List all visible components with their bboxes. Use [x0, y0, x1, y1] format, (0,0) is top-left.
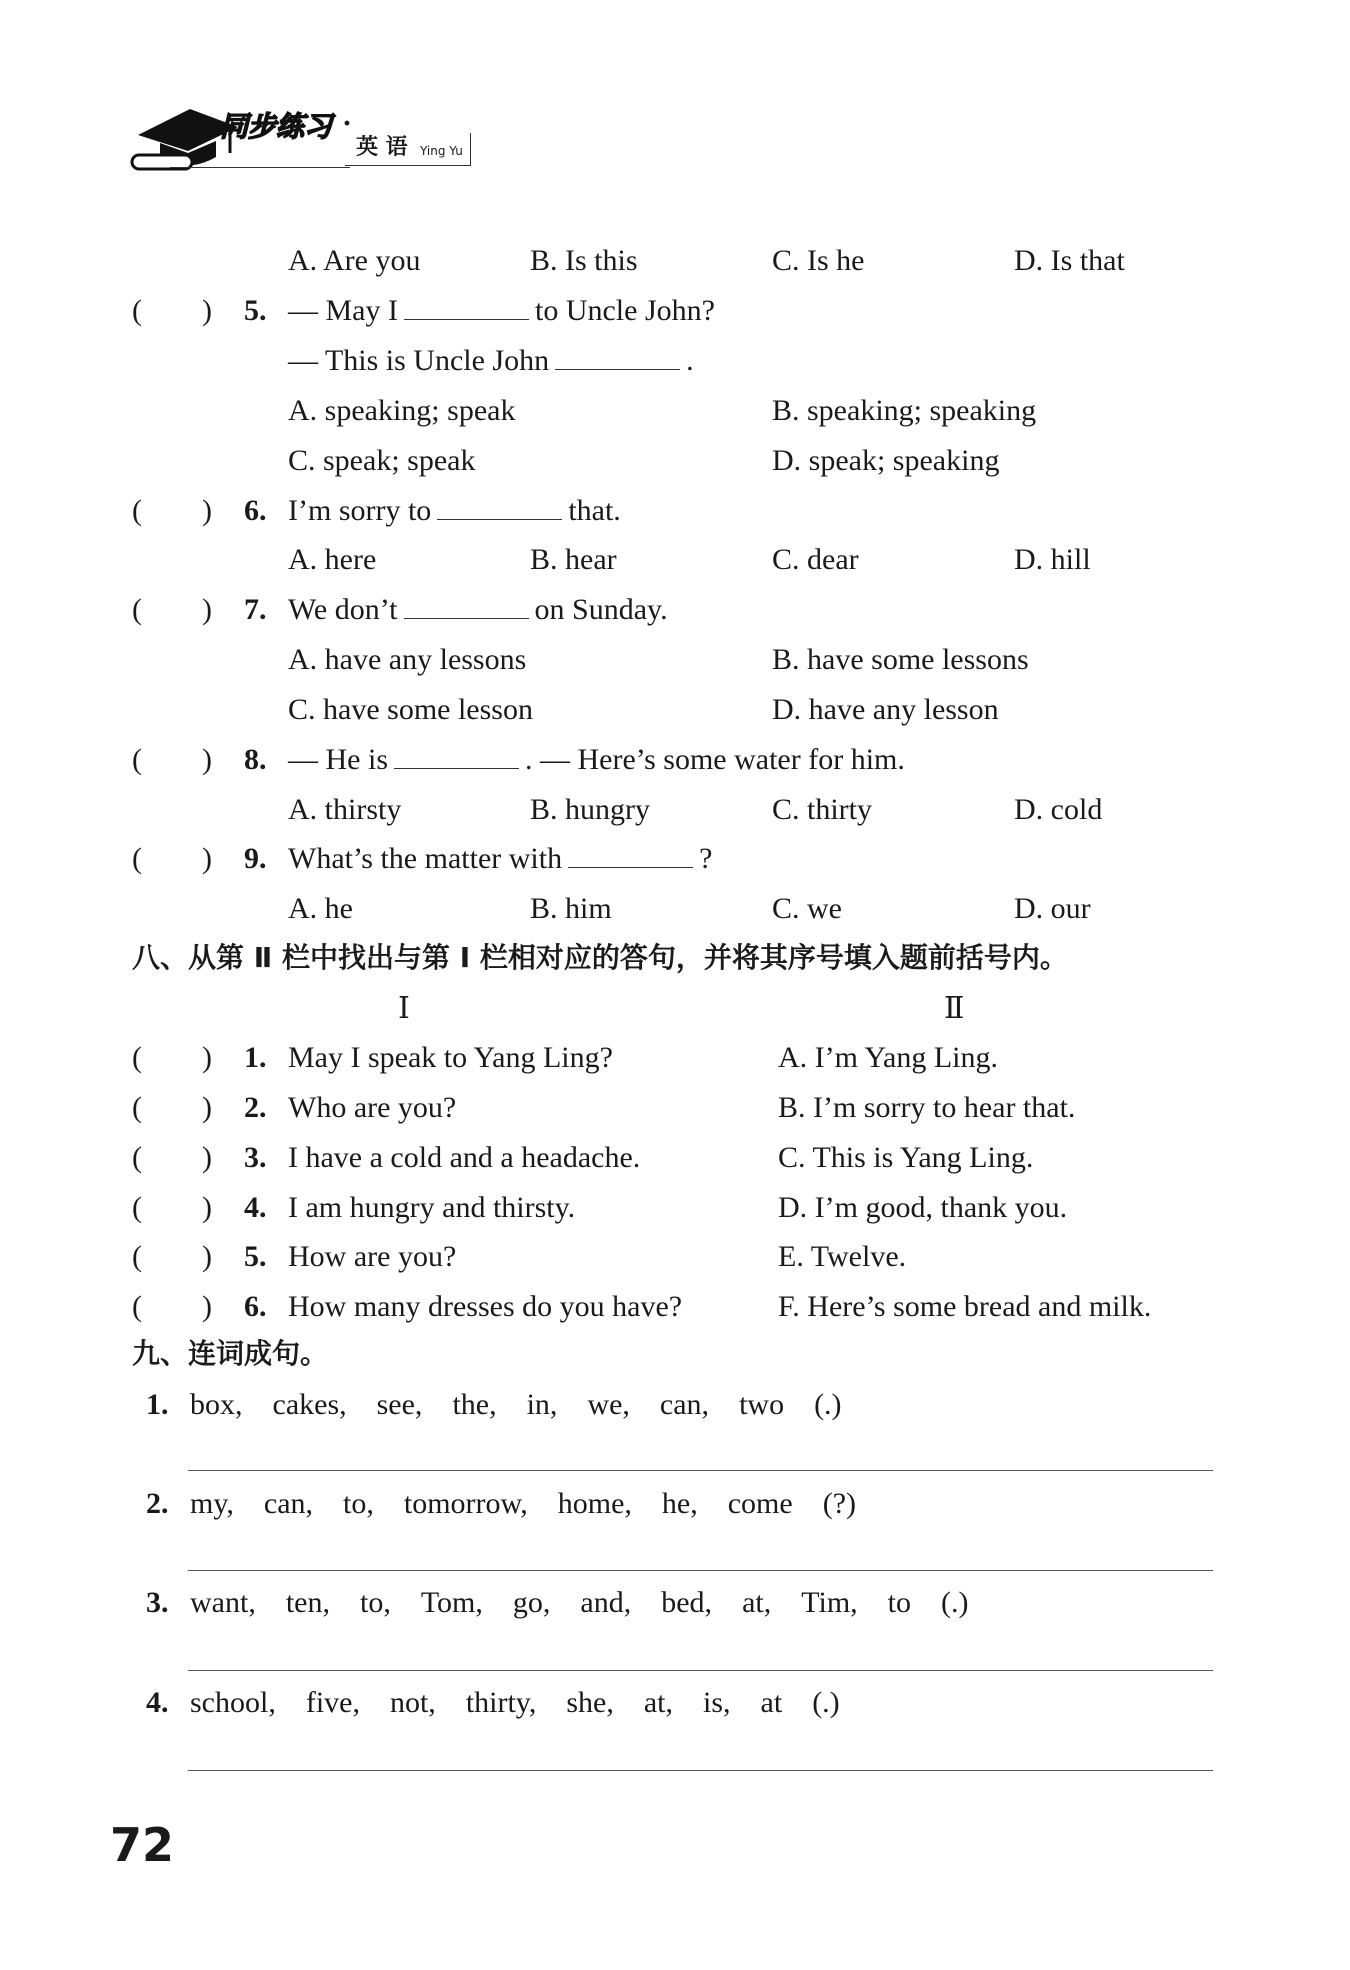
match-answer: B. I’m sorry to hear that.	[778, 1091, 1076, 1124]
answer-bracket[interactable]: ( )	[132, 1191, 212, 1224]
fill-blank[interactable]	[555, 347, 680, 370]
q7-option-d: D. have any lesson	[772, 693, 999, 726]
section-8-title: 八、从第 Ⅱ 栏中找出与第 Ⅰ 栏相对应的答句，并将其序号填入题前括号内。	[132, 941, 1068, 974]
answer-bracket[interactable]: ( )	[132, 1240, 212, 1273]
fill-blank[interactable]	[404, 297, 529, 320]
match-number: 6.	[244, 1290, 267, 1323]
word-list	[190, 1688, 870, 1718]
answer-bracket[interactable]: ( )	[132, 294, 212, 327]
match-answer: D. I’m good, thank you.	[778, 1191, 1068, 1224]
word: (?)	[822, 1487, 856, 1520]
stem-text: What’s the matter with	[288, 842, 563, 875]
question-number: 5.	[244, 294, 267, 327]
word: see,	[376, 1388, 423, 1421]
brand-title: 同步练习	[220, 110, 333, 143]
word: ten,	[285, 1586, 330, 1619]
q6-option-b: B. hear	[530, 543, 617, 576]
word: (.)	[941, 1586, 969, 1619]
word: not,	[389, 1686, 436, 1719]
q5-option-a: A. speaking; speak	[288, 394, 516, 427]
q4-option-c: C. Is he	[772, 244, 865, 277]
answer-bracket[interactable]: ( )	[132, 1091, 212, 1124]
stem-text: .	[686, 344, 694, 377]
q6-option-c: C. dear	[772, 543, 859, 576]
word: school,	[190, 1686, 276, 1719]
word: thirty,	[465, 1686, 537, 1719]
q9-option-b: B. him	[530, 892, 612, 925]
item-number: 4.	[146, 1686, 169, 1719]
word: Tom,	[420, 1586, 483, 1619]
match-number: 5.	[244, 1240, 267, 1273]
q9-option-d: D. our	[1014, 892, 1091, 925]
question-stem	[288, 745, 905, 775]
stem-text: on Sunday.	[534, 593, 668, 626]
word: want,	[190, 1586, 256, 1619]
answer-line[interactable]	[188, 1770, 1213, 1771]
stem-text: that.	[568, 494, 621, 527]
word: to	[887, 1586, 912, 1619]
q6-option-d: D. hill	[1014, 543, 1091, 576]
header-rule	[170, 167, 350, 168]
word: can,	[659, 1388, 710, 1421]
word: five,	[305, 1686, 360, 1719]
column-2-header: Ⅱ	[944, 992, 965, 1025]
stem-text: — May I	[288, 294, 398, 327]
fill-blank[interactable]	[568, 845, 693, 868]
question-stem	[288, 346, 694, 376]
q4-option-d: D. Is that	[1014, 244, 1125, 277]
word: in,	[526, 1388, 558, 1421]
header	[130, 95, 490, 175]
match-answer: F. Here’s some bread and milk.	[778, 1290, 1152, 1323]
match-question: Who are you?	[288, 1091, 457, 1124]
word: bed,	[661, 1586, 713, 1619]
q9-option-c: C. we	[772, 892, 842, 925]
word: my,	[190, 1487, 234, 1520]
q5-option-d: D. speak; speaking	[772, 444, 1000, 477]
word: two	[739, 1388, 785, 1421]
word: can,	[263, 1487, 314, 1520]
question-number: 7.	[244, 593, 267, 626]
column-1-header: Ⅰ	[398, 992, 410, 1025]
match-answer: C. This is Yang Ling.	[778, 1141, 1034, 1174]
stem-text: — This is Uncle John	[288, 344, 550, 377]
word: cakes,	[272, 1388, 347, 1421]
q4-option-b: B. Is this	[530, 244, 638, 277]
q5-option-c: C. speak; speak	[288, 444, 476, 477]
word-list	[190, 1390, 872, 1420]
word: (.)	[814, 1388, 842, 1421]
fill-blank[interactable]	[437, 497, 562, 520]
word: (.)	[812, 1686, 840, 1719]
word: go,	[512, 1586, 551, 1619]
answer-bracket[interactable]: ( )	[132, 743, 212, 776]
word: Tim,	[801, 1586, 858, 1619]
word: the,	[452, 1388, 497, 1421]
match-number: 2.	[244, 1091, 267, 1124]
q9-option-a: A. he	[288, 892, 353, 925]
answer-bracket[interactable]: ( )	[132, 1141, 212, 1174]
word: come	[727, 1487, 793, 1520]
question-number: 6.	[244, 494, 267, 527]
word: tomorrow,	[403, 1487, 528, 1520]
brand-dot: ·	[342, 107, 353, 140]
q7-option-c: C. have some lesson	[288, 693, 533, 726]
stem-text: ?	[699, 842, 713, 875]
question-stem	[288, 844, 712, 874]
word: she,	[566, 1686, 614, 1719]
word: to,	[343, 1487, 374, 1520]
q6-option-a: A. here	[288, 543, 377, 576]
answer-bracket[interactable]: ( )	[132, 494, 212, 527]
word: and,	[580, 1586, 632, 1619]
word: at,	[742, 1586, 772, 1619]
match-question: May I speak to Yang Ling?	[288, 1041, 613, 1074]
q8-option-d: D. cold	[1014, 793, 1103, 826]
word: is,	[703, 1686, 731, 1719]
question-stem	[288, 496, 621, 526]
section-9-title: 九、连词成句。	[132, 1337, 329, 1370]
stem-text: . — Here’s some water for him.	[525, 743, 905, 776]
word: to,	[359, 1586, 391, 1619]
answer-bracket[interactable]: ( )	[132, 593, 212, 626]
answer-line[interactable]	[188, 1470, 1213, 1471]
item-number: 3.	[146, 1586, 169, 1619]
q8-option-c: C. thirty	[772, 793, 873, 826]
q8-option-a: A. thirsty	[288, 793, 402, 826]
match-question: How are you?	[288, 1240, 457, 1273]
word-list	[190, 1489, 886, 1519]
answer-bracket[interactable]: ( )	[132, 1290, 212, 1323]
page-number: 72	[110, 1818, 175, 1872]
answer-bracket[interactable]: ( )	[132, 842, 212, 875]
match-question: I have a cold and a headache.	[288, 1141, 641, 1174]
stem-text: to Uncle John?	[534, 294, 715, 327]
fill-blank[interactable]	[404, 596, 529, 619]
match-number: 3.	[244, 1141, 267, 1174]
q7-option-a: A. have any lessons	[288, 643, 527, 676]
question-number: 9.	[244, 842, 267, 875]
stem-text: — He is	[288, 743, 388, 776]
question-stem	[288, 595, 668, 625]
stem-text: I’m sorry to	[288, 494, 432, 527]
word: box,	[190, 1388, 243, 1421]
match-answer: E. Twelve.	[778, 1240, 907, 1273]
q5-option-b: B. speaking; speaking	[772, 394, 1037, 427]
match-number: 1.	[244, 1041, 267, 1074]
match-answer: A. I’m Yang Ling.	[778, 1041, 999, 1074]
subject-label: 英 语	[356, 135, 408, 160]
word: at,	[643, 1686, 674, 1719]
match-question: How many dresses do you have?	[288, 1290, 683, 1323]
word: we,	[587, 1388, 630, 1421]
word: at	[760, 1686, 783, 1719]
answer-bracket[interactable]: ( )	[132, 1041, 212, 1074]
subject-pinyin: Ying Yu	[420, 144, 463, 158]
match-number: 4.	[244, 1191, 267, 1224]
q8-option-b: B. hungry	[530, 793, 650, 826]
stem-text: We don’t	[288, 593, 398, 626]
item-number: 1.	[146, 1388, 169, 1421]
item-number: 2.	[146, 1487, 169, 1520]
question-number: 8.	[244, 743, 267, 776]
word: he,	[661, 1487, 698, 1520]
q4-option-a: A. Are you	[288, 244, 421, 277]
word: home,	[557, 1487, 632, 1520]
match-question: I am hungry and thirsty.	[288, 1191, 576, 1224]
answer-line[interactable]	[188, 1570, 1213, 1571]
fill-blank[interactable]	[394, 746, 519, 769]
word-list	[190, 1588, 999, 1618]
question-stem	[288, 296, 715, 326]
answer-line[interactable]	[188, 1670, 1213, 1671]
q7-option-b: B. have some lessons	[772, 643, 1029, 676]
